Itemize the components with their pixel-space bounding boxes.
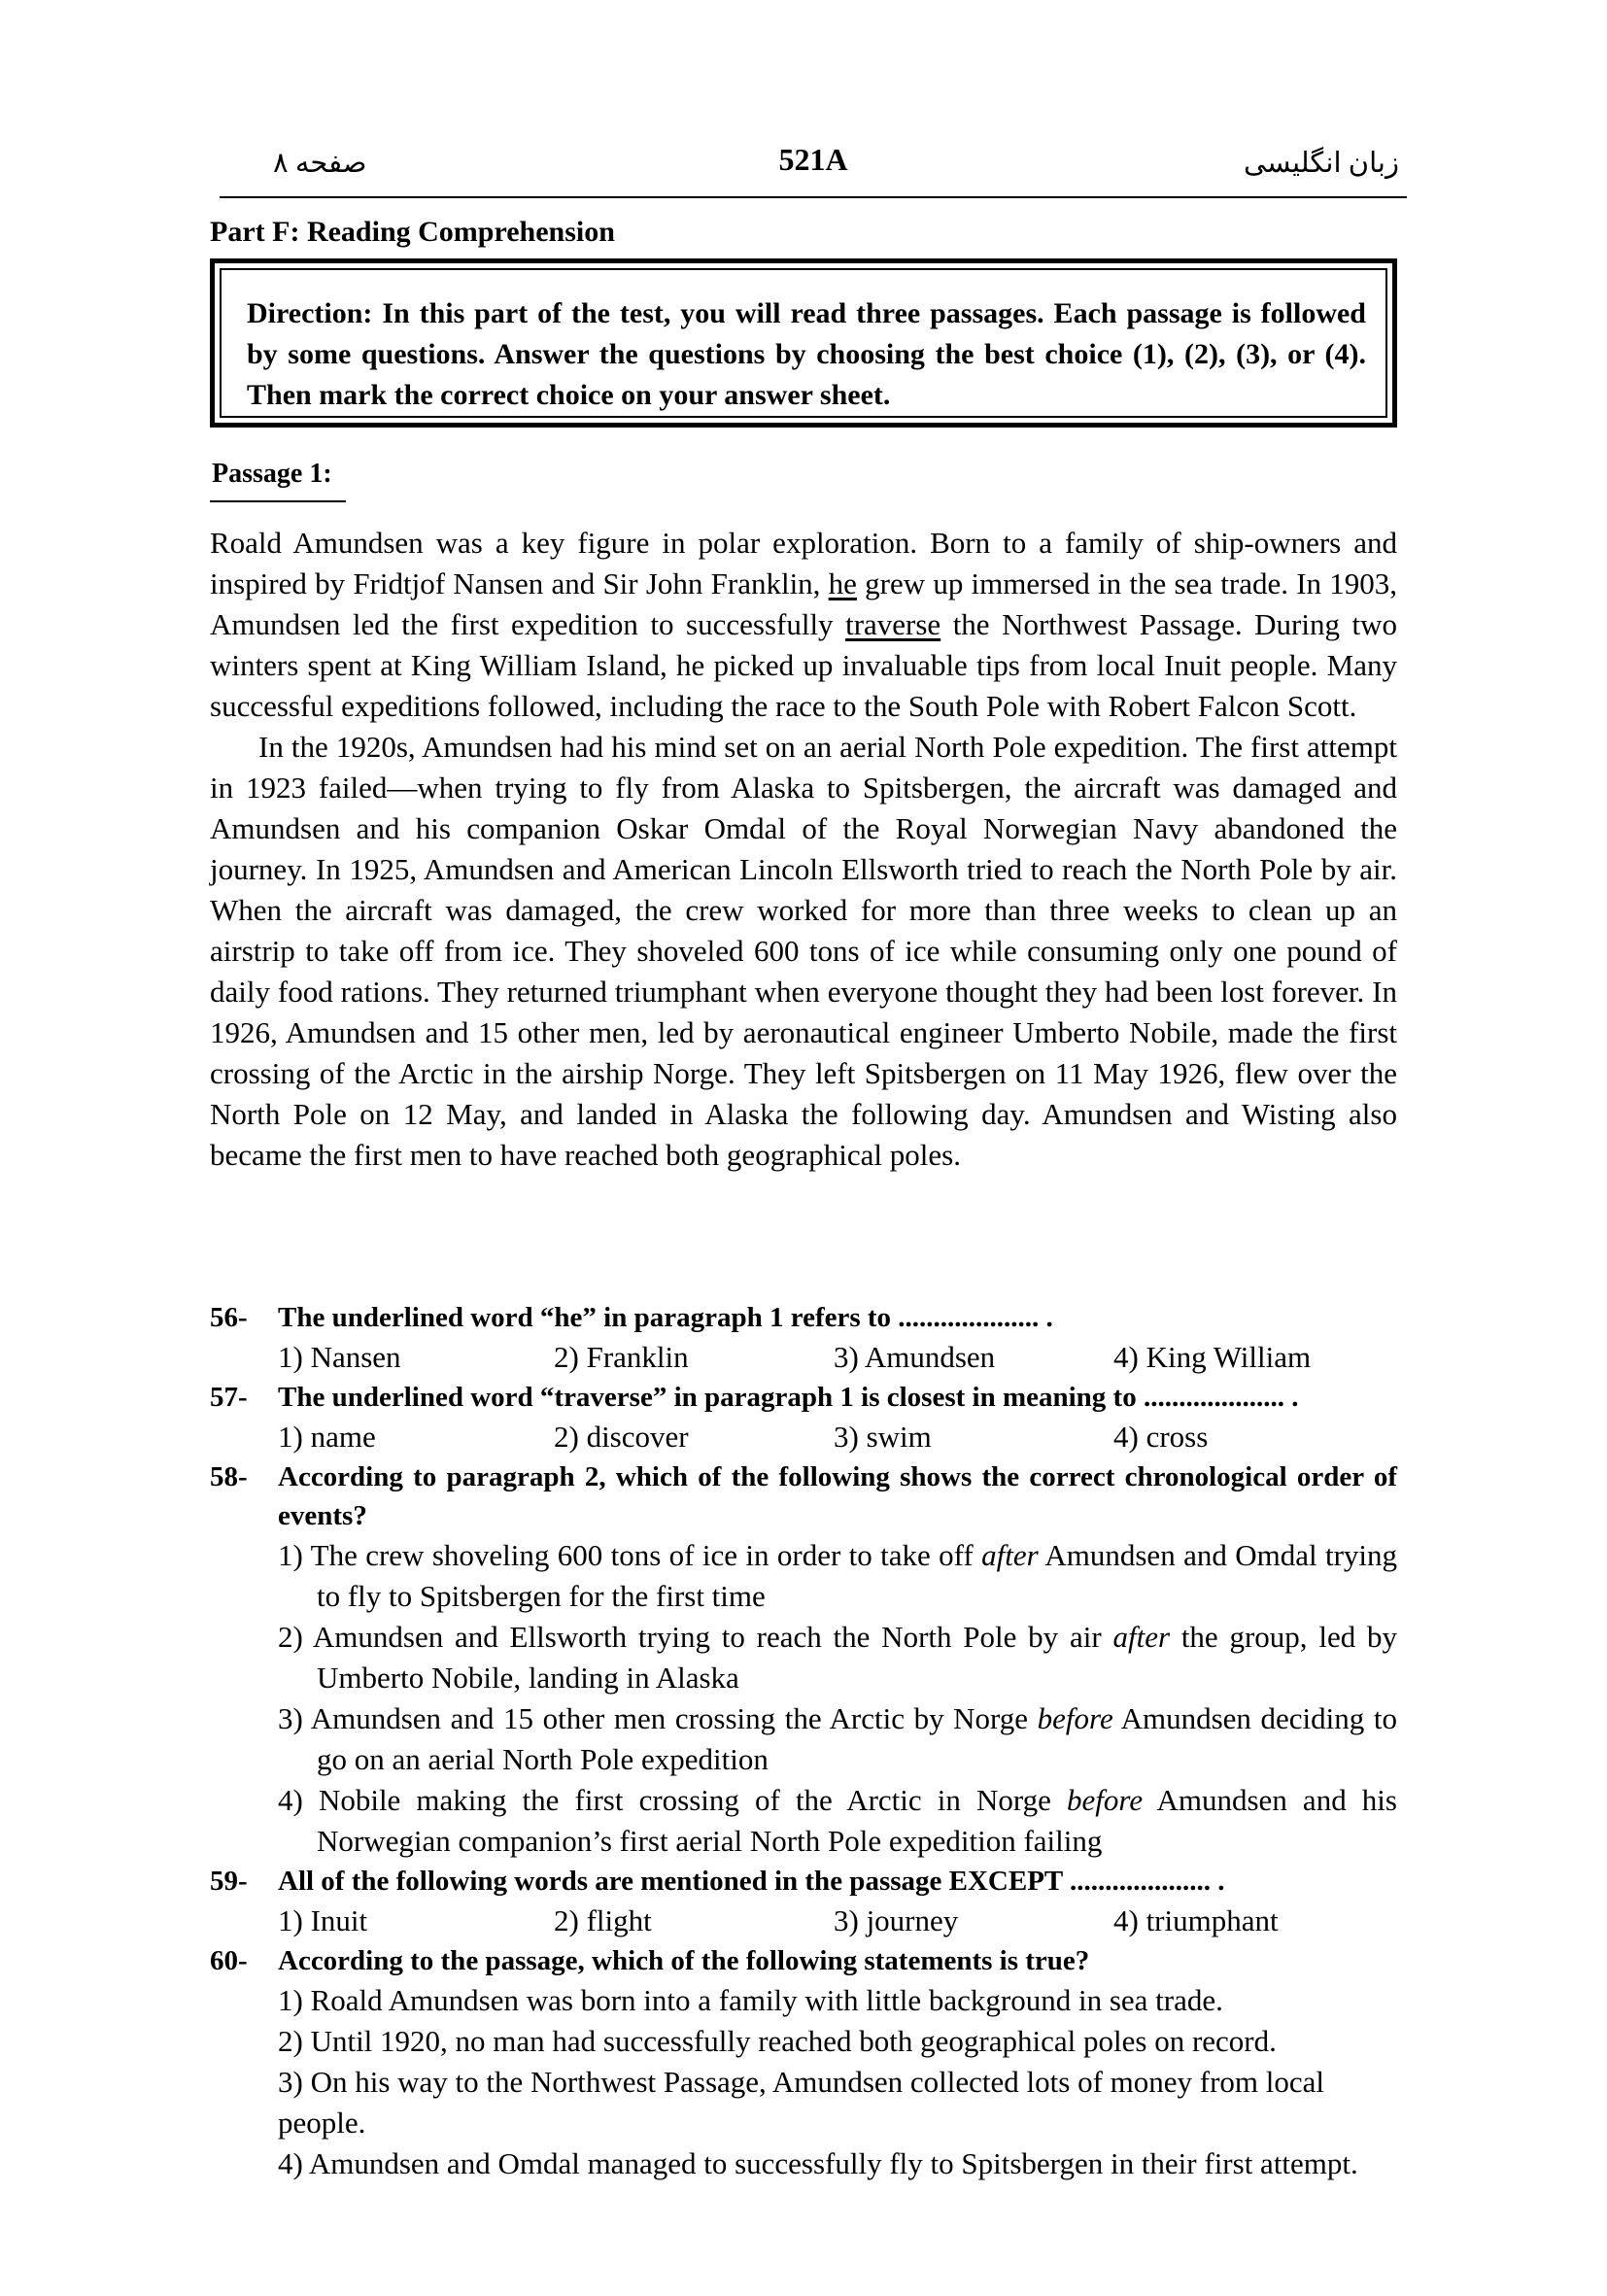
option-italic-word: after	[1112, 1620, 1171, 1654]
option-2: 2) discover	[554, 1420, 689, 1454]
options-row	[278, 1337, 1397, 1378]
passage-title: Passage 1:	[212, 459, 332, 489]
direction-box	[210, 258, 1397, 428]
question-number: 60-	[210, 1945, 248, 1976]
passage-title-underline	[210, 500, 346, 502]
question-58	[210, 1457, 1397, 1862]
question-stem: The underlined word “he” in paragraph 1 refers to .................... .	[278, 1302, 1053, 1333]
option-4: 4) triumphant	[1113, 1903, 1279, 1937]
option-4: 4) Amundsen and Omdal managed to successfully fly to Spitsbergen in their first attempt.	[278, 2146, 1358, 2180]
options-row	[278, 1901, 1397, 1941]
question-stem: The underlined word “traverse” in paragraph 1 is closest in meaning to .................... .	[278, 1382, 1299, 1413]
option-1	[278, 1535, 1397, 1617]
option-1: 1) Inuit	[278, 1903, 368, 1937]
question-number: 58-	[210, 1461, 248, 1492]
option-1: 1) name	[278, 1420, 376, 1454]
option-3: 3) On his way to the Northwest Passage, Amundsen collected lots of money from local people.	[278, 2065, 1325, 2140]
option-2	[278, 1617, 1397, 1698]
question-60	[210, 1941, 1397, 2184]
question-number: 59-	[210, 1866, 248, 1897]
paragraph-1-text-a: Roald Amundsen was a key figure in polar exploration. Born to a family of ship-owners and inspired by Fridtjof Nansen and Sir John Franklin,	[210, 526, 1397, 600]
option-italic-word: before	[1037, 1701, 1113, 1735]
option-4	[278, 1780, 1397, 1862]
question-stem: According to the passage, which of the following statements is true?	[278, 1945, 1090, 1976]
option-3: 3) Amundsen	[834, 1340, 996, 1374]
option-2: 2) Until 1920, no man had successfully reached both geographical poles on record.	[278, 2024, 1277, 2058]
question-list	[210, 1298, 1397, 2184]
option-text: 1) The crew shoveling 600 tons of ice in order to take off	[278, 1538, 982, 1572]
question-number: 57-	[210, 1382, 248, 1413]
paragraph-1-text-b: grew up immersed in the sea trade. In 1903, Amundsen led the first expedition to successfully	[210, 566, 1397, 641]
paragraph-1	[210, 523, 1397, 727]
question-number: 56-	[210, 1302, 248, 1333]
header-divider	[220, 196, 1407, 198]
question-57	[210, 1378, 1397, 1457]
option-text: Amundsen deciding to go on an aerial North Pole expedition	[317, 1701, 1397, 1776]
question-stem: All of the following words are mentioned in the passage EXCEPT .................... .	[278, 1866, 1225, 1897]
question-56	[210, 1298, 1397, 1378]
passage-body	[210, 523, 1397, 1176]
option-4: 4) cross	[1113, 1420, 1209, 1454]
option-text: 4) Nobile making the first crossing of the Arctic in Norge	[278, 1783, 1068, 1817]
option-text: Amundsen and his Norwegian companion’s first aerial North Pole expedition failing	[317, 1783, 1397, 1858]
option-4: 4) King William	[1113, 1340, 1312, 1374]
underlined-word-traverse: traverse	[845, 607, 941, 641]
booklet-code: 521A	[778, 142, 848, 177]
option-3: 3) journey	[834, 1903, 959, 1937]
option-text: the group, led by Umberto Nobile, landing in Alaska	[317, 1620, 1397, 1695]
part-title: Part F: Reading Comprehension	[210, 216, 615, 248]
question-stem: According to paragraph 2, which of the following shows the correct chronological order of events?	[278, 1461, 1397, 1531]
page-number: صفحه ۸	[273, 148, 367, 179]
option-2: 2) Franklin	[554, 1340, 689, 1374]
option-italic-word: after	[981, 1538, 1039, 1572]
subject-title: زبان انگلیسی	[1244, 148, 1399, 179]
underlined-word-he: he	[828, 566, 857, 600]
option-italic-word: before	[1067, 1783, 1144, 1817]
option-text: Amundsen and Omdal trying to fly to Spitsbergen for the first time	[317, 1538, 1398, 1613]
paragraph-1-text-c: the Northwest Passage. During two winters spent at King William Island, he picked up invaluable tips from local Inuit people. Many successful expeditions followed, including the race to the South Pole with Robert Falcon Scott.	[210, 607, 1397, 723]
option-text: 3) Amundsen and 15 other men crossing the Arctic by Norge	[278, 1701, 1038, 1735]
option-2: 2) flight	[554, 1903, 652, 1937]
question-59	[210, 1862, 1397, 1941]
option-1: 1) Nansen	[278, 1340, 401, 1374]
option-3	[278, 1698, 1397, 1780]
option-text: 2) Amundsen and Ellsworth trying to reach the North Pole by air	[278, 1620, 1113, 1654]
direction-text: Direction: In this part of the test, you will read three passages. Each passage is followed by some questions. Answer the questions by choosing the best choice (1), (2), (3), or (4). Then mark the correct choice on your answer sheet.	[220, 268, 1387, 418]
page-header	[220, 136, 1407, 185]
paragraph-2: In the 1920s, Amundsen had his mind set on an aerial North Pole expedition. The first attempt in 1923 failed—when trying to fly from Alaska to Spitsbergen, the aircraft was damaged and Amundsen and his companion Oskar Omdal of the Royal Norwegian Navy abandoned the journey. In 1925, Amundsen and American Lincoln Ellsworth tried to reach the North Pole by air. When the aircraft was damaged, the crew worked for more than three weeks to clean up an airstrip to take off from ice. They shoveled 600 tons of ice while consuming only one pound of daily food rations. They returned triumphant when everyone thought they had been lost forever. In 1926, Amundsen and 15 other men, led by aeronautical engineer Umberto Nobile, made the first crossing of the Arctic in the airship Norge. They left Spitsbergen on 11 May 1926, flew over the North Pole on 12 May, and landed in Alaska the following day. Amundsen and Wisting also became the first men to have reached both geographical poles.	[210, 730, 1397, 1172]
option-1: 1) Roald Amundsen was born into a family with little background in sea trade.	[278, 1983, 1223, 2017]
option-3: 3) swim	[834, 1420, 932, 1454]
options-row	[278, 1417, 1397, 1457]
